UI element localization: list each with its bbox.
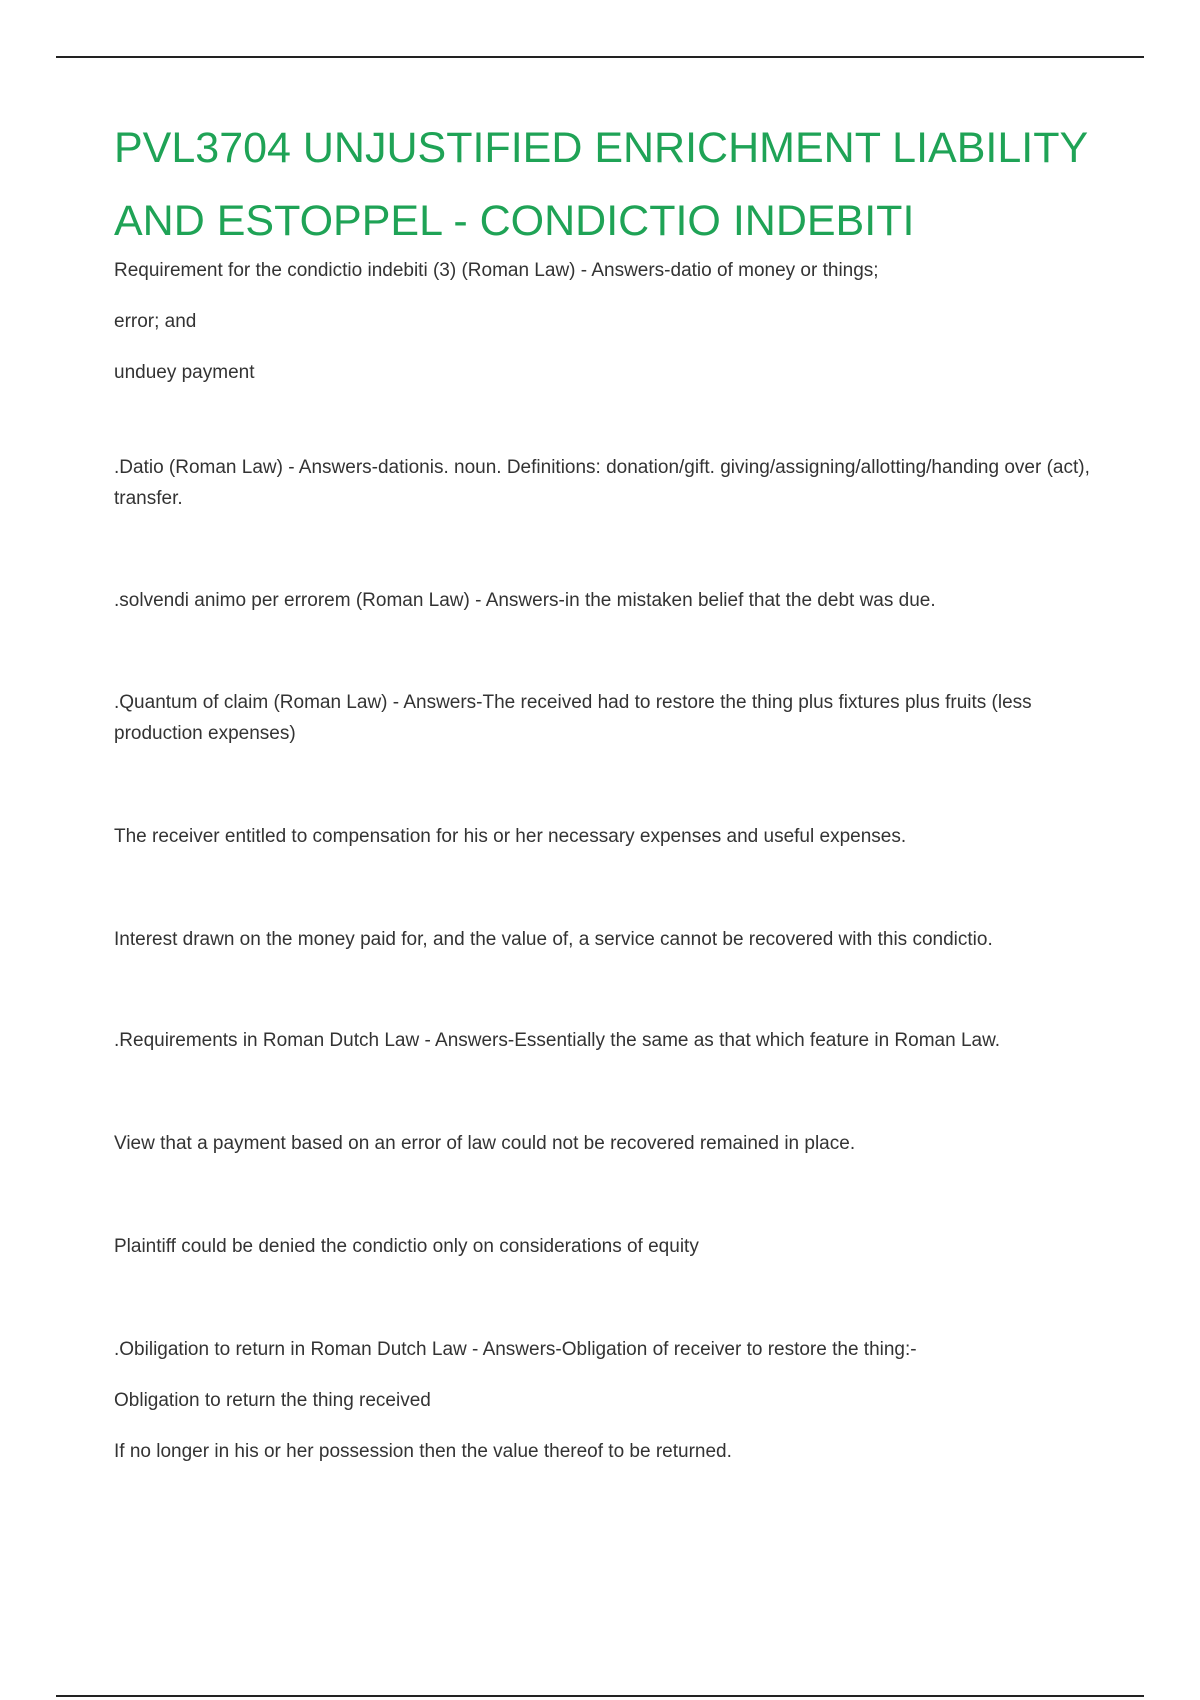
paragraph-datio: .Datio (Roman Law) - Answers-dationis. noun. Definitions: donation/gift. giving/assigning/allotting/handing over (act), transfer. — [114, 457, 1090, 509]
paragraph-receiver-compensation: The receiver entitled to compensation for his or her necessary expenses and useful expenses. — [114, 826, 907, 847]
top-rule — [56, 56, 1144, 58]
paragraph-solvendi-animo: .solvendi animo per errorem (Roman Law) - Answers-in the mistaken belief that the debt was due. — [114, 590, 936, 611]
paragraph-unduey-payment: unduey payment — [114, 362, 255, 383]
paragraph-obligation-to-return: .Obiligation to return in Roman Dutch Law - Answers-Obligation of receiver to restore the thing:- — [114, 1339, 917, 1360]
paragraph-requirements-roman-dutch: .Requirements in Roman Dutch Law - Answers-Essentially the same as that which feature in Roman Law. — [114, 1030, 1001, 1051]
paragraph-quantum-of-claim: .Quantum of claim (Roman Law) - Answers-The received had to restore the thing plus fixtures plus fruits (less production expenses) — [114, 692, 1032, 744]
document-body — [114, 255, 1104, 1467]
bottom-rule — [56, 1695, 1144, 1697]
document-title: PVL3704 UNJUSTIFIED ENRICHMENT LIABILITY AND ESTOPPEL - CONDICTIO INDEBITI — [114, 124, 1088, 245]
paragraph-error-of-law: View that a payment based on an error of law could not be recovered remained in place. — [114, 1133, 856, 1154]
paragraph-plaintiff-equity: Plaintiff could be denied the condictio only on considerations of equity — [114, 1236, 699, 1257]
paragraph-return-thing-received: Obligation to return the thing received — [114, 1390, 431, 1411]
paragraph-error: error; and — [114, 311, 197, 332]
paragraph-value-returned: If no longer in his or her possession then the value thereof to be returned. — [114, 1441, 732, 1462]
paragraph-requirement-condictio: Requirement for the condictio indebiti (3) (Roman Law) - Answers-datio of money or things; — [114, 260, 879, 281]
paragraph-interest-drawn: Interest drawn on the money paid for, and the value of, a service cannot be recovered with this condictio. — [114, 929, 993, 950]
